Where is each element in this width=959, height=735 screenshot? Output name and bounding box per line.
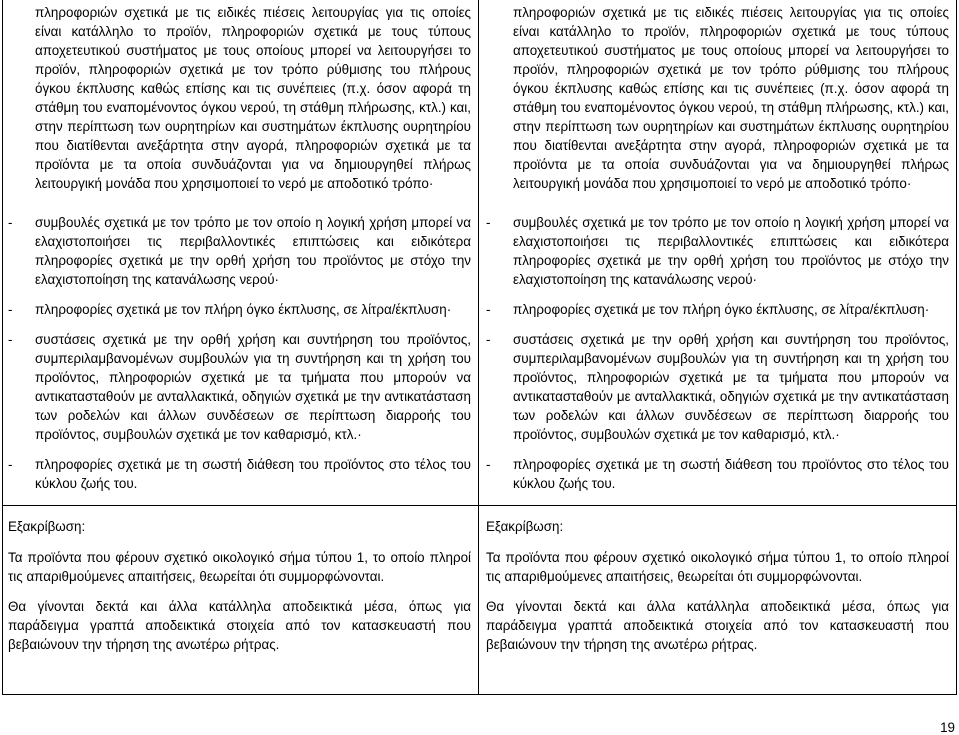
right-verification-section	[486, 517, 949, 665]
list-item: - συμβουλές σχετικά με τον τρόπο με τον οποίο η λογική χρήση μπορεί να ελαχιστοποιήσει τις περιβαλλοντικές επιπτώσεις και ειδικότερα πληροφορίες σχετικά με την ορθή χρήση του προϊόντος με στόχο την ελαχιστοποίηση της κατανάλωσης νερού·	[486, 215, 949, 287]
verification-paragraph: Τα προϊόντα που φέρουν σχετικό οικολογικό σήμα τύπου 1, το οποίο πληροί τις απαριθμούμενες απαιτήσεις, θεωρείται ότι συμμορφώνονται.	[486, 550, 949, 584]
bullet-dash: -	[8, 332, 13, 347]
table-column-divider	[478, 0, 479, 695]
verification-paragraph: Θα γίνονται δεκτά και άλλα κατάλληλα αποδεικτικά μέσα, όπως για παράδειγμα γραπτά αποδεικτικά στοιχεία από τον κατασκευαστή που βεβαιώνουν την τήρηση της ανωτέρω ρήτρας.	[486, 599, 949, 652]
page-number: 19	[940, 720, 955, 735]
bullet-dash: -	[8, 457, 13, 472]
list-item: - πληροφορίες σχετικά με τον πλήρη όγκο έκπλυσης, σε λίτρα/έκπλυση·	[486, 302, 930, 317]
list-item: - συστάσεις σχετικά με την ορθή χρήση και συντήρηση του προϊόντος, συμπεριλαμβανομένων συμβουλών για τη συντήρηση και τη χρήση του προϊόντος, πληροφοριών σχετικά με τα τμήματα που μπορούν να αντικατασταθούν με ανταλλακτικά, οδηγιών σχετικά με την αντικατάσταση των ροδελών και άλλων συνδέσεων σε περίπτωση διαρροής του προϊόντος, συμβουλών σχετικά με τον καθαρισμό, κτλ.·	[8, 332, 471, 442]
verification-paragraph: Θα γίνονται δεκτά και άλλα κατάλληλα αποδεικτικά μέσα, όπως για παράδειγμα γραπτά αποδεικτικά στοιχεία από τον κατασκευαστή που βεβαιώνουν την τήρηση της ανωτέρω ρήτρας.	[8, 599, 471, 652]
list-item: - πληροφορίες σχετικά με τον πλήρη όγκο έκπλυσης, σε λίτρα/έκπλυση·	[8, 302, 452, 317]
bullet-dash: -	[486, 215, 491, 230]
left-bullet-list	[8, 213, 471, 504]
verification-heading: Εξακρίβωση:	[8, 519, 86, 534]
left-verification-section	[8, 517, 471, 665]
bullet-dash: -	[8, 302, 13, 317]
bullet-dash: -	[8, 215, 13, 230]
table-row-divider	[2, 505, 957, 506]
left-intro-paragraph: πληροφοριών σχετικά με τις ειδικές πιέσεις λειτουργίας για τις οποίες είναι κατάλληλο το προϊόν, πληροφοριών σχετικά με τους τύπους αποχετευτικού συστήματος με τους οποίους μπορεί να λειτουργήσει το προϊόν, πληροφοριών σχετικά με τον τρόπο ρύθμισης του πλήρους όγκου έκπλυσης καθώς επίσης και τις συνέπειες (π.χ. όσον αφορά τη στάθμη του εναπομένοντος όγκου νερού, τη στάθμη πλήρωσης, κτλ.) και, στην περίπτωση των ουρητηρίων και συστημάτων έκπλυσης ουρητηρίου που διατίθενται ανεξάρτητα στην αγορά, πληροφοριών σχετικά με τα προϊόντα με τα οποία συνδυάζονται για να δημιουργηθεί πλήρως λειτουργική μονάδα που χρησιμοποιεί το νερό με αποδοτικό τρόπο·	[35, 5, 471, 191]
right-intro-paragraph: πληροφοριών σχετικά με τις ειδικές πιέσεις λειτουργίας για τις οποίες είναι κατάλληλο το προϊόν, πληροφοριών σχετικά με τους τύπους αποχετευτικού συστήματος με τους οποίους μπορεί να λειτουργήσει το προϊόν, πληροφοριών σχετικά με τον τρόπο ρύθμισης του πλήρους όγκου έκπλυσης καθώς επίσης και τις συνέπειες (π.χ. όσον αφορά τη στάθμη του εναπομένοντος όγκου νερού, τη στάθμη πλήρωσης, κτλ.) και, στην περίπτωση των ουρητηρίων και συστημάτων έκπλυσης ουρητηρίου που διατίθενται ανεξάρτητα στην αγορά, πληροφοριών σχετικά με τα προϊόντα με τα οποία συνδυάζονται για να δημιουργηθεί πλήρως λειτουργική μονάδα που χρησιμοποιεί το νερό με αποδοτικό τρόπο·	[513, 5, 949, 191]
right-bullet-list	[486, 213, 949, 504]
list-item: - πληροφορίες σχετικά με τη σωστή διάθεση του προϊόντος στο τέλος του κύκλου ζωής του.	[8, 457, 471, 491]
list-item: - πληροφορίες σχετικά με τη σωστή διάθεση του προϊόντος στο τέλος του κύκλου ζωής του.	[486, 457, 949, 491]
verification-paragraph: Τα προϊόντα που φέρουν σχετικό οικολογικό σήμα τύπου 1, το οποίο πληροί τις απαριθμούμενες απαιτήσεις, θεωρείται ότι συμμορφώνονται.	[8, 550, 471, 584]
list-item: - συστάσεις σχετικά με την ορθή χρήση και συντήρηση του προϊόντος, συμπεριλαμβανομένων συμβουλών για τη συντήρηση και τη χρήση του προϊόντος, πληροφοριών σχετικά με τα τμήματα που μπορούν να αντικατασταθούν με ανταλλακτικά, οδηγιών σχετικά με την αντικατάσταση των ροδελών και άλλων συνδέσεων σε περίπτωση διαρροής του προϊόντος, συμβουλών σχετικά με τον καθαρισμό, κτλ.·	[486, 332, 949, 442]
verification-heading: Εξακρίβωση:	[486, 519, 564, 534]
bullet-dash: -	[486, 457, 491, 472]
list-item: - συμβουλές σχετικά με τον τρόπο με τον οποίο η λογική χρήση μπορεί να ελαχιστοποιήσει τις περιβαλλοντικές επιπτώσεις και ειδικότερα πληροφορίες σχετικά με την ορθή χρήση του προϊόντος με στόχο την ελαχιστοποίηση της κατανάλωσης νερού·	[8, 215, 471, 287]
bullet-dash: -	[486, 332, 491, 347]
bullet-dash: -	[486, 302, 491, 317]
